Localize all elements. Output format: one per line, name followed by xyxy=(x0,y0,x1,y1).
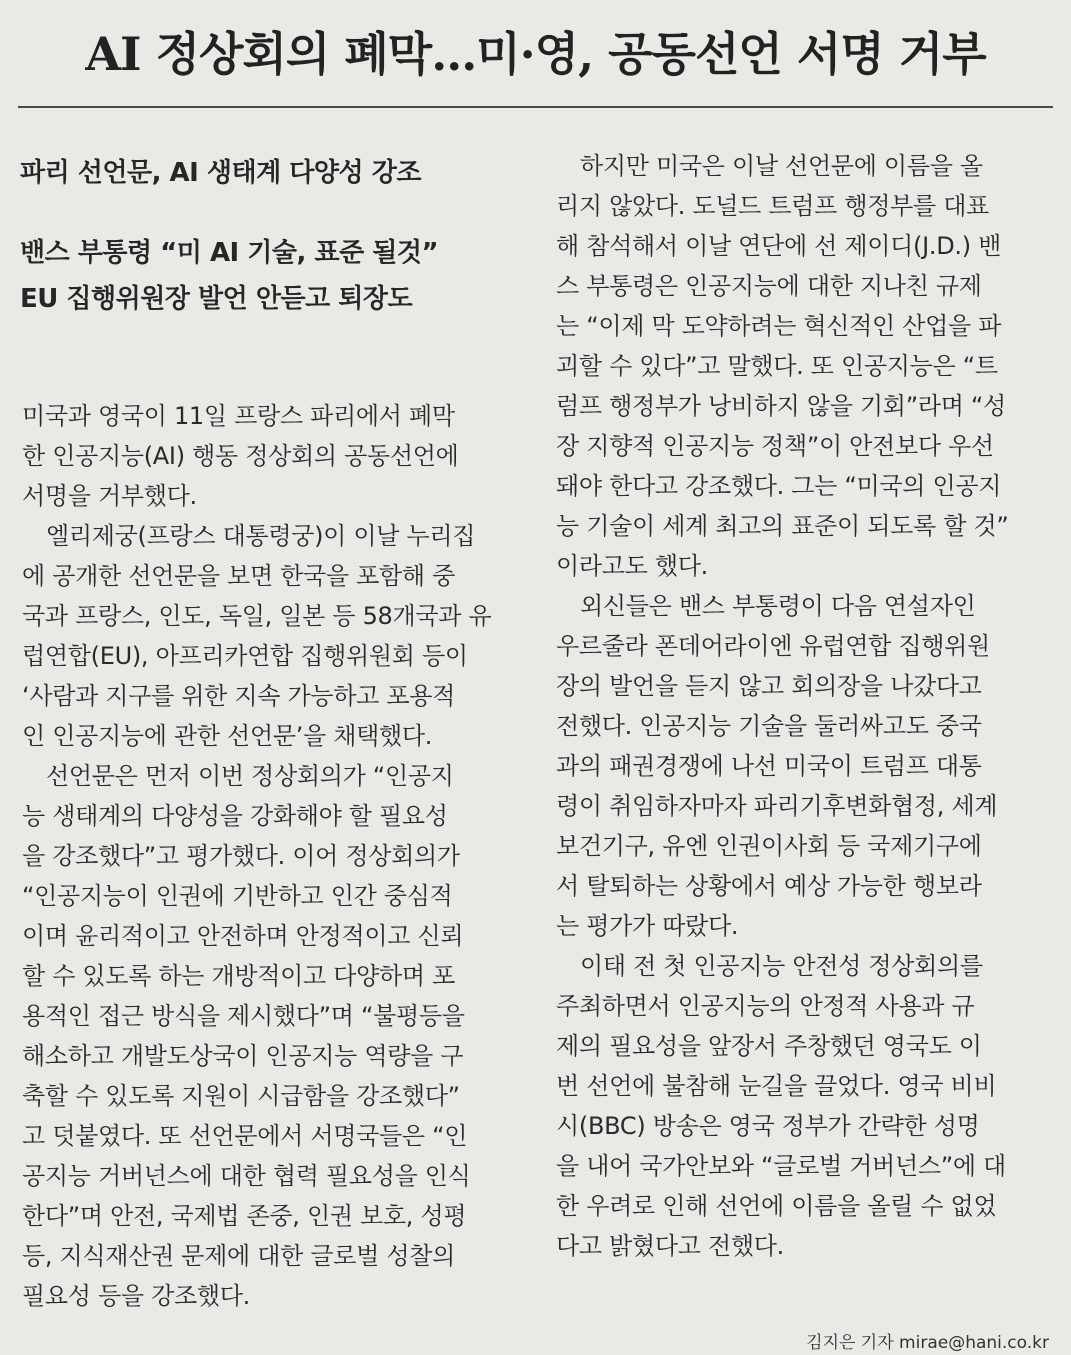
body-line: 스 부통령은 인공지능에 대한 지나친 규제 xyxy=(556,272,982,300)
subhead: 파리 선언문, AI 생태계 다양성 강조 xyxy=(20,158,421,188)
body-line: 공지능 거버넌스에 대한 협력 필요성을 인식 xyxy=(22,1162,471,1190)
body-line: 주최하면서 인공지능의 안정적 사용과 규 xyxy=(556,992,975,1020)
body-line: 능 생태계의 다양성을 강화해야 할 필요성 xyxy=(22,802,448,830)
byline: 김지은 기자 mirae@hani.co.kr xyxy=(806,1333,1049,1353)
body-line: 는 “이제 막 도약하려는 혁신적인 산업을 파 xyxy=(556,312,1002,340)
body-line: 는 평가가 따랐다. xyxy=(556,912,739,940)
body-line: 해 참석해서 이날 연단에 선 제이디(J.D.) 밴 xyxy=(556,232,1001,260)
body-line: 국과 프랑스, 인도, 독일, 일본 등 58개국과 유 xyxy=(22,602,492,630)
subhead: 밴스 부통령 “미 AI 기술, 표준 될것” xyxy=(20,238,439,268)
body-line: 이태 전 첫 인공지능 안전성 정상회의를 xyxy=(580,952,983,980)
body-line: 선언문은 먼저 이번 정상회의가 “인공지 xyxy=(46,762,454,790)
body-line: 럽연합(EU), 아프리카연합 집행위원회 등이 xyxy=(22,642,468,670)
body-line: 리지 않았다. 도널드 트럼프 행정부를 대표 xyxy=(556,192,990,220)
subhead: EU 집행위원장 발언 안듣고 퇴장도 xyxy=(20,284,413,314)
body-line: 령이 취임하자마자 파리기후변화협정, 세계 xyxy=(556,792,998,820)
body-line: 고 덧붙였다. 또 선언문에서 서명국들은 “인 xyxy=(22,1122,468,1150)
body-line: 다고 밝혔다고 전했다. xyxy=(556,1232,784,1260)
body-line: 이라고도 했다. xyxy=(556,552,708,580)
body-line: 을 내어 국가안보와 “글로벌 거버넌스”에 대 xyxy=(556,1152,1006,1180)
body-line: 미국과 영국이 11일 프랑스 파리에서 폐막 xyxy=(22,402,455,430)
body-line: 에 공개한 선언문을 보면 한국을 포함해 중 xyxy=(22,562,456,590)
headline-rule xyxy=(18,106,1053,108)
headline: AI 정상회의 폐막…미·영, 공동선언 서명 거부 xyxy=(85,27,986,81)
body-line: 서명을 거부했다. xyxy=(22,482,197,510)
left-column xyxy=(22,396,522,1316)
right-column xyxy=(556,146,1056,1266)
body-line: “인공지능이 인권에 기반하고 인간 중심적 xyxy=(22,882,453,910)
body-line: 등, 지식재산권 문제에 대한 글로벌 성찰의 xyxy=(22,1242,456,1270)
body-line: 시(BBC) 방송은 영국 정부가 간략한 성명 xyxy=(556,1112,980,1140)
body-line: 인 인공지능에 관한 선언문’을 채택했다. xyxy=(22,722,433,750)
body-line: 장의 발언을 듣지 않고 회의장을 나갔다고 xyxy=(556,672,982,700)
body-line: 럼프 행정부가 낭비하지 않을 기회”라며 “성 xyxy=(556,392,1006,420)
body-line: 하지만 미국은 이날 선언문에 이름을 올 xyxy=(580,152,983,180)
body-line: 이며 윤리적이고 안전하며 안정적이고 신뢰 xyxy=(22,922,464,950)
body-line: 한 우려로 인해 선언에 이름을 올릴 수 없었 xyxy=(556,1192,997,1220)
body-line: 전했다. 인공지능 기술을 둘러싸고도 중국 xyxy=(556,712,982,740)
body-line: 을 강조했다”고 평가했다. 이어 정상회의가 xyxy=(22,842,460,870)
body-line: 할 수 있도록 하는 개방적이고 다양하며 포 xyxy=(22,962,456,990)
subheads xyxy=(20,150,520,322)
body-line: 축할 수 있도록 지원이 시급함을 강조했다” xyxy=(22,1082,460,1110)
body-line: 필요성 등을 강조했다. xyxy=(22,1282,250,1310)
body-line: 과의 패권경쟁에 나선 미국이 트럼프 대통 xyxy=(556,752,982,780)
body-line: 보건기구, 유엔 인권이사회 등 국제기구에 xyxy=(556,832,982,860)
body-line: 한다”며 안전, 국제법 존중, 인권 보호, 성평 xyxy=(22,1202,467,1230)
body-line: 번 선언에 불참해 눈길을 끌었다. 영국 비비 xyxy=(556,1072,997,1100)
body-line: 제의 필요성을 앞장서 주창했던 영국도 이 xyxy=(556,1032,982,1060)
body-line: 엘리제궁(프랑스 대통령궁)이 이날 누리집 xyxy=(46,522,476,550)
body-line: 장 지향적 인공지능 정책”이 안전보다 우선 xyxy=(556,432,994,460)
body-line: 능 기술이 세계 최고의 표준이 되도록 할 것” xyxy=(556,512,1009,540)
body-line: 해소하고 개발도상국이 인공지능 역량을 구 xyxy=(22,1042,464,1070)
body-line: 괴할 수 있다”고 말했다. 또 인공지능은 “트 xyxy=(556,352,998,380)
body-line: 한 인공지능(AI) 행동 정상회의 공동선언에 xyxy=(22,442,459,470)
body-line: 용적인 접근 방식을 제시했다”며 “불평등을 xyxy=(22,1002,465,1030)
body-line: 외신들은 밴스 부통령이 다음 연설자인 xyxy=(580,592,976,620)
body-line: 우르줄라 폰데어라이엔 유럽연합 집행위원 xyxy=(556,632,990,660)
body-line: 돼야 한다고 강조했다. 그는 “미국의 인공지 xyxy=(556,472,1002,500)
body-line: ‘사람과 지구를 위한 지속 가능하고 포용적 xyxy=(22,682,456,710)
body-line: 서 탈퇴하는 상황에서 예상 가능한 행보라 xyxy=(556,872,982,900)
